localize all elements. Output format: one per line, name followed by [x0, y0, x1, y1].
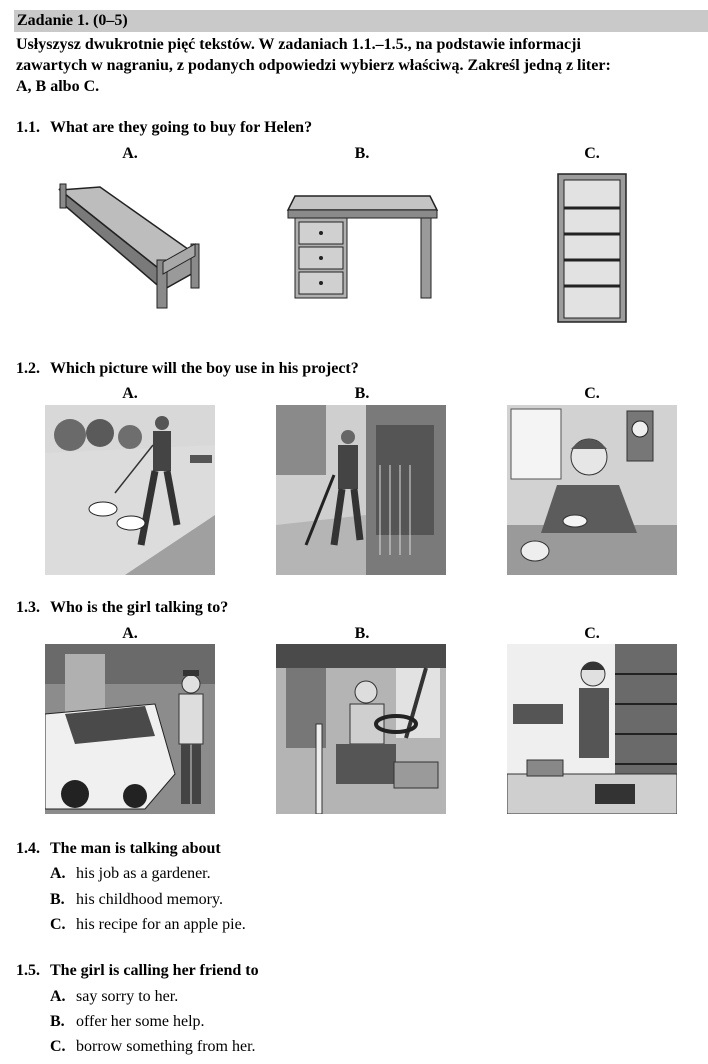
option-letter: A.: [50, 988, 66, 1005]
option-text: his recipe for an apple pie.: [76, 916, 246, 933]
question-text: Who is the girl talking to?: [50, 599, 229, 616]
instructions-line: zawartych w nagraniu, z podanych odpowiedzi wybierz właściwą. Zakreśl jedną z liter:: [16, 57, 611, 74]
option-text: his job as a gardener.: [76, 865, 211, 882]
option-label-c[interactable]: C.: [584, 625, 600, 642]
man-walking-dogs-in-park[interactable]: [45, 405, 215, 575]
answer-option-c[interactable]: [50, 1038, 256, 1056]
bed-picture[interactable]: [55, 182, 205, 312]
option-letter: C.: [50, 916, 66, 933]
answer-option-b[interactable]: [50, 891, 223, 909]
option-label-c[interactable]: C.: [584, 385, 600, 402]
option-label-b[interactable]: B.: [354, 385, 370, 402]
bus-driver[interactable]: [276, 644, 446, 814]
option-label-b[interactable]: B.: [354, 625, 370, 642]
question-number: 1.4.: [16, 840, 40, 857]
option-letter: B.: [50, 891, 65, 908]
option-label-a[interactable]: A.: [122, 625, 138, 642]
answer-option-a[interactable]: [50, 988, 178, 1006]
bookcase-picture[interactable]: [556, 172, 628, 324]
instructions-line: Usłyszysz dwukrotnie pięć tekstów. W zadaniach 1.1.–1.5., na podstawie informacji: [16, 36, 581, 53]
bookshop-assistant[interactable]: [507, 644, 677, 814]
option-label-b[interactable]: B.: [354, 145, 370, 162]
option-text: offer her some help.: [76, 1013, 205, 1030]
option-label-a[interactable]: A.: [122, 385, 138, 402]
option-letter: C.: [50, 1038, 66, 1055]
man-drinking-tea-at-home[interactable]: [507, 405, 677, 575]
question-text: The girl is calling her friend to: [50, 962, 259, 979]
question-number: 1.2.: [16, 360, 40, 377]
question-1-1: [16, 119, 312, 137]
question-text: The man is talking about: [50, 840, 221, 857]
task-instructions: [16, 34, 708, 97]
question-number: 1.3.: [16, 599, 40, 616]
man-walking-in-rainy-street[interactable]: [276, 405, 446, 575]
question-number: 1.1.: [16, 119, 40, 136]
option-text: borrow something from her.: [76, 1038, 256, 1055]
option-text: say sorry to her.: [76, 988, 179, 1005]
question-1-4: [16, 840, 221, 858]
question-text: Which picture will the boy use in his project?: [50, 360, 359, 377]
instructions-line: A, B albo C.: [16, 78, 100, 95]
option-label-c[interactable]: C.: [584, 145, 600, 162]
question-text: What are they going to buy for Helen?: [50, 119, 313, 136]
task-title: Zadanie 1. (0–5): [17, 12, 128, 29]
answer-option-b[interactable]: [50, 1013, 205, 1031]
question-number: 1.5.: [16, 962, 40, 979]
question-1-5: [16, 962, 259, 980]
option-letter: A.: [50, 865, 66, 882]
option-label-a[interactable]: A.: [122, 145, 138, 162]
police-officer-by-car[interactable]: [45, 644, 215, 814]
answer-option-a[interactable]: [50, 865, 211, 883]
option-letter: B.: [50, 1013, 65, 1030]
answer-option-c[interactable]: [50, 916, 246, 934]
option-text: his childhood memory.: [76, 891, 223, 908]
desk-picture[interactable]: [285, 194, 440, 302]
question-1-3: [16, 599, 228, 617]
question-1-2: [16, 360, 359, 378]
